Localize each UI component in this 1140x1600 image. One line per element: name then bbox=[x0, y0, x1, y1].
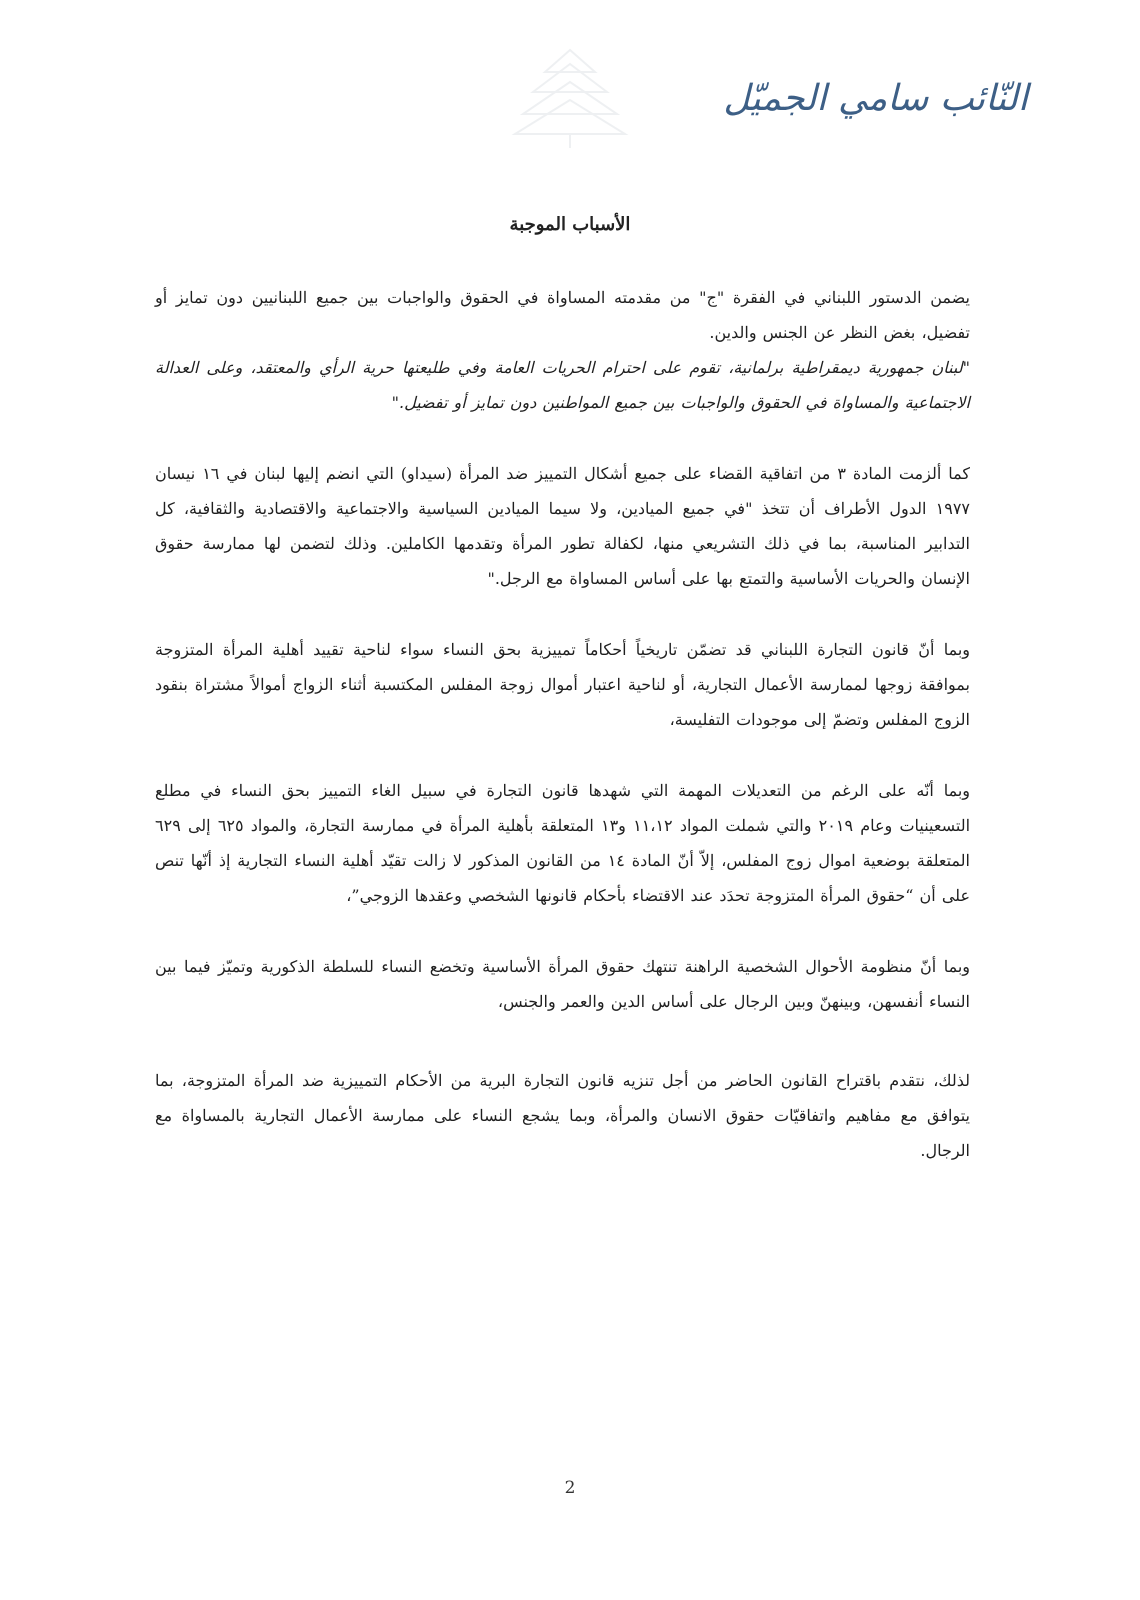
document-body bbox=[155, 280, 970, 1168]
paragraph-cedaw: كما ألزمت المادة ٣ من اتفاقية القضاء على جميع أشكال التمييز ضد المرأة (سيداو) التي انضم إليها لبنان في ١٦ نيسان ١٩٧٧ الدول الأطراف أن تتخذ "في جميع الميادين، ولا سيما الميادين السياسية والاجتماعية والاقتصادية والثقافية، كل التدابير المناسبة، بما في ذلك التشريعي منها، لكفالة تطور المرأة وتقدمها الكاملين. وذلك لتضمن لها ممارسة حقوق الإنسان والحريات الأساسية والتمتع بها على أساس المساواة مع الرجل." bbox=[155, 464, 971, 588]
paragraph-personal-status: وبما أنّ منظومة الأحوال الشخصية الراهنة تنتهك حقوق المرأة الأساسية وتخضع النساء للسلطة الذكورية وتميّز فيما بين النساء أنفسهن، وبينهنّ وبين الرجال على أساس الدين والعمر والجنس، bbox=[155, 957, 970, 1011]
mp-signature-logo: النّائب سامي الجميّل bbox=[723, 78, 1028, 119]
paragraph-constitution: يضمن الدستور اللبناني في الفقرة "ج" من مقدمته المساواة في الحقوق والواجبات بين جميع اللبنانيين دون تمايز أو تفضيل، بغض النظر عن الجنس والدين. bbox=[155, 288, 970, 342]
page-number: 2 bbox=[564, 1478, 576, 1498]
paragraph-conclusion: لذلك، نتقدم باقتراح القانون الحاضر من أجل تنزيه قانون التجارة البرية من الأحكام التمييزية ضد المرأة المتزوجة، بما يتوافق مع مفاهيم واتفاقيّات حقوق الانسان والمرأة، وبما يشجع النساء على ممارسة الأعمال التجارية بالمساواة مع الرجال. bbox=[155, 1071, 970, 1160]
document-title: الأسباب الموجبة bbox=[509, 214, 631, 235]
paragraph-commercial-law: وبما أنّ قانون التجارة اللبناني قد تضمّن تاريخياً أحكاماً تمييزية بحق النساء سواء لناحية تقييد أهلية المرأة المتزوجة بموافقة زوجها لممارسة الأعمال التجارية، أو لناحية اعتبار أموال زوجة المفلس المكتسبة أثناء الزواج أموالاً مشتراة بنقود الزوج المفلس وتضمّ إلى موجودات التفليسة، bbox=[155, 640, 970, 729]
paragraph-amendments: وبما أنّه على الرغم من التعديلات المهمة التي شهدها قانون التجارة في سبيل الغاء التمييز بحق النساء في مطلع التسعينيات وعام ٢٠١٩ والتي شملت المواد ١١،١٢ و١٣ المتعلقة بأهلية المرأة في ممارسة التجارة، والمواد ٦٢٥ إلى ٦٢٩ المتعلقة بوضعية اموال زوج المفلس، إلاّ أنّ المادة ١٤ من القانون المذكور لا زالت تقيّد أهلية النساء التجارية إذ أنّها تنص على أن “حقوق المرأة المتزوجة تحدَد عند الاقتضاء بأحكام قانونها الشخصي وعقدها الزوجي”، bbox=[155, 781, 971, 905]
paragraph-constitution-quote: "لبنان جمهورية ديمقراطية برلمانية، تقوم على احترام الحريات العامة وفي طليعتها حرية الرأي والمعتقد، وعلى العدالة الاجتماعية والمساواة في الحقوق والواجبات بين جميع المواطنين دون تمايز أو تفضيل." bbox=[155, 358, 970, 412]
cedar-watermark-icon bbox=[505, 42, 635, 152]
